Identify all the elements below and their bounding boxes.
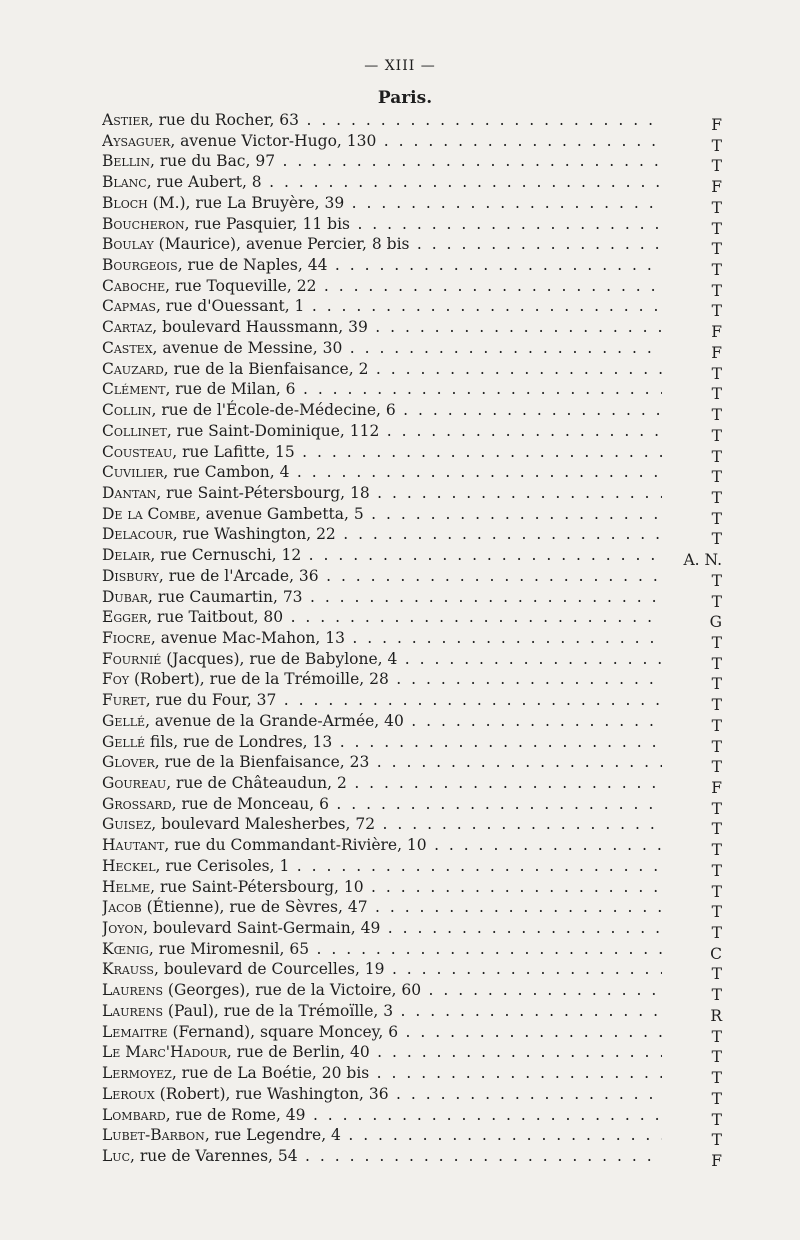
entry-address: , boulevard Malesherbes, 72 bbox=[151, 815, 376, 834]
entry-name: Lermoyez bbox=[102, 1064, 172, 1083]
entry-name: Guisez bbox=[102, 815, 152, 834]
entry-code: T bbox=[711, 571, 722, 590]
entry-name: Fiocre bbox=[102, 628, 151, 647]
list-item bbox=[102, 172, 722, 197]
entry-name: Lubet-Barbon bbox=[102, 1126, 205, 1145]
entry-text bbox=[102, 918, 662, 939]
list-item bbox=[102, 131, 722, 155]
entry-text bbox=[102, 566, 662, 587]
entry-name: Goureau bbox=[102, 774, 167, 792]
entry-text bbox=[102, 483, 662, 504]
entry-code: G bbox=[709, 613, 722, 632]
entry-name: Dubar bbox=[102, 587, 149, 606]
entry-name: Caboche bbox=[102, 276, 166, 295]
entry-name: Bourgeois bbox=[102, 256, 178, 275]
entry-code: C bbox=[710, 944, 722, 963]
list-item bbox=[102, 1022, 722, 1046]
entry-address: , rue de Milan, 6 bbox=[165, 380, 296, 399]
entry-text bbox=[102, 172, 662, 193]
list-item bbox=[102, 711, 722, 735]
list-item bbox=[102, 1125, 722, 1150]
entry-name: Cartaz bbox=[102, 318, 153, 337]
entry-name: Gellé bbox=[102, 711, 146, 730]
entry-code: T bbox=[711, 364, 722, 383]
entry-code: R bbox=[710, 1006, 722, 1025]
entry-code: T bbox=[711, 820, 722, 839]
entry-address: , rue de l'Arcade, 36 bbox=[158, 566, 319, 585]
entry-address: , rue de Varennes, 54 bbox=[129, 1146, 298, 1165]
entry-address: , avenue Mac-Mahon, 13 bbox=[150, 628, 345, 647]
entry-address: , avenue de la Grande-Armée, 40 bbox=[145, 711, 404, 730]
entry-address: (Robert), rue de la Trémoille, 28 bbox=[129, 670, 389, 689]
entry-code: T bbox=[711, 716, 722, 735]
entry-text bbox=[102, 1146, 662, 1167]
entry-name: Bellin bbox=[102, 152, 150, 171]
entry-text bbox=[102, 628, 662, 649]
entry-text bbox=[102, 939, 662, 960]
entry-code: F bbox=[711, 323, 722, 342]
list-item bbox=[102, 214, 722, 238]
entry-address: , boulevard Haussmann, 39 bbox=[152, 318, 368, 337]
entry-name: Aysaguer bbox=[102, 131, 171, 150]
entry-text bbox=[102, 131, 662, 152]
entry-address: , rue Cerisoles, 1 bbox=[155, 856, 290, 875]
entry-code: F bbox=[711, 116, 722, 134]
entry-address: , rue Legendre, 4 bbox=[204, 1126, 341, 1145]
entry-address: , rue de Naples, 44 bbox=[177, 256, 328, 275]
list-item bbox=[102, 421, 722, 445]
entry-text bbox=[102, 400, 662, 421]
entry-address: , rue Taitbout, 80 bbox=[147, 608, 284, 627]
entry-code: T bbox=[711, 426, 722, 445]
entry-name: Delair bbox=[102, 546, 151, 565]
entry-code: T bbox=[711, 965, 722, 984]
entry-code: T bbox=[711, 281, 722, 300]
entry-text bbox=[102, 317, 662, 338]
entry-name: Castex bbox=[102, 338, 153, 357]
entry-address: , rue de la Bienfaisance, 23 bbox=[154, 753, 370, 772]
entry-code: F bbox=[711, 343, 722, 362]
entry-code: T bbox=[711, 903, 722, 922]
entry-code: T bbox=[711, 1069, 722, 1088]
entry-name: Laurens bbox=[102, 1001, 163, 1020]
entry-name: Collinet bbox=[102, 421, 167, 440]
list-item bbox=[102, 151, 722, 176]
entry-address: , rue Pasquier, 11 bis bbox=[184, 214, 351, 233]
entry-name: Egger bbox=[102, 608, 148, 627]
list-item bbox=[102, 317, 722, 342]
entry-list bbox=[102, 110, 722, 1170]
entry-name: Lemaitre bbox=[102, 1022, 168, 1041]
entry-text bbox=[102, 276, 662, 297]
entry-address: , avenue de Messine, 30 bbox=[152, 338, 343, 357]
entry-code: T bbox=[711, 1110, 722, 1129]
entry-name: Cauzard bbox=[102, 359, 164, 378]
list-item bbox=[102, 669, 722, 694]
entry-address: , rue de Monceau, 6 bbox=[171, 794, 329, 813]
entry-address: (Fernand), square Moncey, 6 bbox=[167, 1022, 399, 1041]
entry-text bbox=[102, 421, 662, 442]
entry-code: T bbox=[711, 468, 722, 487]
entry-address: (Maurice), avenue Percier, 8 bis bbox=[153, 235, 410, 254]
entry-name: Hautant bbox=[102, 836, 165, 855]
entry-address: , rue Cambon, 4 bbox=[163, 463, 290, 482]
entry-address: , rue de Berlin, 40 bbox=[226, 1043, 370, 1062]
entry-name: Glover bbox=[102, 753, 155, 772]
entry-text bbox=[102, 1105, 662, 1126]
entry-name: Laurens bbox=[102, 981, 163, 1000]
entry-text bbox=[102, 193, 662, 214]
entry-code: T bbox=[711, 675, 722, 694]
list-item bbox=[102, 773, 722, 797]
entry-name: Delacour bbox=[102, 525, 173, 544]
entry-code: T bbox=[711, 447, 722, 466]
entry-address: , rue de Rome, 49 bbox=[165, 1105, 306, 1124]
entry-code: T bbox=[711, 406, 722, 425]
list-item bbox=[102, 338, 722, 362]
list-item bbox=[102, 628, 722, 652]
list-item bbox=[102, 296, 722, 321]
entry-address: , rue d'Ouessant, 1 bbox=[155, 297, 305, 316]
list-item bbox=[102, 649, 722, 673]
entry-text bbox=[102, 234, 662, 255]
entry-name: Helme bbox=[102, 877, 151, 896]
entry-code: T bbox=[711, 302, 722, 321]
entry-address: (M.), rue La Bruyère, 39 bbox=[147, 193, 345, 212]
entry-address: , rue de La Boétie, 20 bis bbox=[171, 1064, 370, 1083]
entry-text bbox=[102, 980, 662, 1001]
list-item bbox=[102, 1105, 722, 1129]
list-item bbox=[102, 545, 722, 570]
entry-address: , rue Saint-Pétersbourg, 10 bbox=[150, 877, 364, 896]
entry-address: , rue du Rocher, 63 bbox=[148, 111, 300, 129]
entry-text bbox=[102, 814, 662, 835]
entry-code: T bbox=[711, 633, 722, 652]
entry-code: A. N. bbox=[683, 551, 722, 570]
entry-name: Krauss bbox=[102, 960, 154, 979]
list-item bbox=[102, 1146, 722, 1170]
entry-text bbox=[102, 835, 662, 856]
entry-address: , rue Saint-Pétersbourg, 18 bbox=[156, 483, 370, 502]
entry-name: Fournié bbox=[102, 649, 162, 668]
entry-address: , rue Toqueville, 22 bbox=[165, 276, 317, 295]
list-item bbox=[102, 234, 722, 259]
list-item bbox=[102, 814, 722, 839]
entry-code: T bbox=[711, 654, 722, 673]
entry-text bbox=[102, 151, 662, 172]
entry-address: (Robert), rue Washington, 36 bbox=[154, 1084, 389, 1103]
entry-code: T bbox=[711, 198, 722, 217]
list-item bbox=[102, 276, 722, 300]
entry-code: F bbox=[711, 779, 722, 797]
page-number: — XIII — bbox=[364, 58, 436, 74]
entry-code: T bbox=[711, 737, 722, 756]
list-item bbox=[102, 607, 722, 632]
entry-name: Clément bbox=[102, 380, 166, 399]
entry-address: , rue de la Bienfaisance, 2 bbox=[163, 359, 369, 378]
entry-code: T bbox=[711, 799, 722, 818]
list-item bbox=[102, 897, 722, 922]
entry-name: Jacob bbox=[102, 898, 142, 917]
entry-address: fils, rue de Londres, 13 bbox=[145, 732, 333, 751]
list-item bbox=[102, 794, 722, 818]
entry-code: T bbox=[711, 1089, 722, 1108]
entry-address: (Étienne), rue de Sèvres, 47 bbox=[141, 898, 368, 917]
entry-text bbox=[102, 877, 662, 898]
entry-text bbox=[102, 649, 662, 670]
entry-name: Joyon bbox=[102, 919, 144, 938]
entry-text bbox=[102, 442, 662, 463]
list-item bbox=[102, 193, 722, 217]
entry-text bbox=[102, 856, 662, 877]
entry-name: Cousteau bbox=[102, 442, 173, 461]
entry-code: F bbox=[711, 178, 722, 197]
list-item bbox=[102, 400, 722, 425]
entry-name: De la Combe bbox=[102, 504, 196, 523]
list-item bbox=[102, 1063, 722, 1088]
entry-text bbox=[102, 545, 662, 566]
entry-code: T bbox=[711, 986, 722, 1005]
entry-text bbox=[102, 379, 662, 400]
entry-name: Blanc bbox=[102, 173, 147, 192]
entry-address: , rue Washington, 22 bbox=[172, 525, 336, 544]
list-item bbox=[102, 732, 722, 756]
entry-text bbox=[102, 359, 662, 380]
entry-address: , rue de Châteaudun, 2 bbox=[166, 774, 347, 792]
entry-text bbox=[102, 1001, 662, 1022]
list-item bbox=[102, 110, 722, 134]
entry-code: T bbox=[711, 385, 722, 404]
entry-code: T bbox=[711, 758, 722, 777]
list-item bbox=[102, 379, 722, 404]
list-item bbox=[102, 980, 722, 1005]
list-item bbox=[102, 752, 722, 777]
entry-name: Boulay bbox=[102, 235, 154, 254]
entry-code: T bbox=[711, 1131, 722, 1150]
section-title: Paris. bbox=[377, 88, 433, 108]
entry-address: , avenue Victor-Hugo, 130 bbox=[170, 131, 377, 150]
entry-name: Lombard bbox=[102, 1105, 166, 1124]
entry-code: T bbox=[711, 861, 722, 880]
entry-address: (Georges), rue de la Victoire, 60 bbox=[162, 981, 422, 1000]
list-item bbox=[102, 255, 722, 280]
list-item bbox=[102, 566, 722, 590]
entry-code: T bbox=[711, 136, 722, 155]
list-item bbox=[102, 483, 722, 507]
entry-code: T bbox=[711, 1027, 722, 1046]
entry-address: , rue du Bac, 97 bbox=[150, 152, 276, 171]
entry-address: (Jacques), rue de Babylone, 4 bbox=[161, 649, 398, 668]
list-item bbox=[102, 835, 722, 860]
entry-code: T bbox=[711, 1048, 722, 1067]
list-item bbox=[102, 587, 722, 611]
list-item bbox=[102, 1001, 722, 1025]
entry-name: Leroux bbox=[102, 1084, 155, 1103]
entry-code: T bbox=[711, 488, 722, 507]
list-item bbox=[102, 690, 722, 715]
entry-text bbox=[102, 1063, 662, 1084]
entry-name: Collin bbox=[102, 401, 152, 420]
entry-text bbox=[102, 296, 662, 317]
entry-text bbox=[102, 752, 662, 773]
list-item bbox=[102, 504, 722, 528]
entry-text bbox=[102, 711, 662, 732]
list-item bbox=[102, 524, 722, 549]
entry-name: Kœnig bbox=[102, 939, 149, 958]
entry-text bbox=[102, 110, 662, 131]
entry-text bbox=[102, 462, 662, 483]
entry-name: Heckel bbox=[102, 856, 156, 875]
entry-text bbox=[102, 524, 662, 545]
entry-address: , boulevard de Courcelles, 19 bbox=[153, 960, 385, 979]
entry-code: F bbox=[711, 1151, 722, 1170]
entry-name: Le Marc'Hadour bbox=[102, 1043, 227, 1062]
entry-address: , rue Saint-Dominique, 112 bbox=[166, 421, 380, 440]
entry-text bbox=[102, 607, 662, 628]
entry-name: Luc bbox=[102, 1146, 130, 1165]
entry-text bbox=[102, 897, 662, 918]
entry-name: Furet bbox=[102, 691, 146, 710]
entry-text bbox=[102, 504, 662, 525]
entry-name: Gellé bbox=[102, 732, 146, 751]
list-item bbox=[102, 939, 722, 963]
list-item bbox=[102, 856, 722, 880]
entry-text bbox=[102, 732, 662, 753]
list-item bbox=[102, 1042, 722, 1067]
entry-text bbox=[102, 959, 662, 980]
entry-text bbox=[102, 255, 662, 276]
entry-address: , avenue Gambetta, 5 bbox=[195, 504, 364, 523]
entry-name: Astier bbox=[102, 111, 149, 129]
entry-address: , rue Caumartin, 73 bbox=[148, 587, 303, 606]
entry-name: Dantan bbox=[102, 483, 157, 502]
entry-address: , rue Lafitte, 15 bbox=[172, 442, 295, 461]
entry-address: , rue du Four, 37 bbox=[145, 691, 277, 710]
entry-text bbox=[102, 1125, 662, 1146]
entry-address: , rue Miromesnil, 65 bbox=[148, 939, 310, 958]
entry-text bbox=[102, 690, 662, 711]
entry-address: (Paul), rue de la Trémoïlle, 3 bbox=[162, 1001, 394, 1020]
list-item bbox=[102, 462, 722, 487]
entry-code: T bbox=[711, 696, 722, 715]
entry-name: Disbury bbox=[102, 566, 159, 585]
entry-code: T bbox=[711, 530, 722, 549]
entry-code: T bbox=[711, 509, 722, 528]
entry-name: Cuvilier bbox=[102, 463, 164, 482]
entry-text bbox=[102, 587, 662, 608]
entry-text bbox=[102, 773, 662, 794]
entry-text bbox=[102, 1084, 662, 1105]
entry-name: Boucheron bbox=[102, 214, 185, 233]
entry-name: Foy bbox=[102, 670, 130, 689]
entry-text bbox=[102, 214, 662, 235]
list-item bbox=[102, 359, 722, 383]
entry-name: Capmas bbox=[102, 297, 156, 316]
entry-code: T bbox=[711, 157, 722, 176]
entry-code: T bbox=[711, 841, 722, 860]
entry-code: T bbox=[711, 261, 722, 280]
entry-address: , rue Aubert, 8 bbox=[146, 173, 262, 192]
entry-address: , rue de l'École-de-Médecine, 6 bbox=[151, 401, 396, 420]
entry-text bbox=[102, 669, 662, 690]
list-item bbox=[102, 918, 722, 943]
entry-code: T bbox=[711, 592, 722, 611]
list-item bbox=[102, 877, 722, 901]
list-item bbox=[102, 1084, 722, 1108]
list-item bbox=[102, 442, 722, 466]
entry-text bbox=[102, 794, 662, 815]
entry-text bbox=[102, 1042, 662, 1063]
entry-code: T bbox=[711, 240, 722, 259]
entry-name: Bloch bbox=[102, 193, 148, 212]
entry-code: T bbox=[711, 219, 722, 238]
entry-text bbox=[102, 338, 662, 359]
list-item bbox=[102, 959, 722, 984]
entry-name: Grossard bbox=[102, 794, 172, 813]
entry-code: T bbox=[711, 924, 722, 943]
entry-code: T bbox=[711, 882, 722, 901]
entry-address: , rue Cernuschi, 12 bbox=[150, 546, 302, 565]
entry-address: , boulevard Saint-Germain, 49 bbox=[143, 919, 381, 938]
entry-text bbox=[102, 1022, 662, 1043]
entry-address: , rue du Commandant-Rivière, 10 bbox=[164, 836, 427, 855]
